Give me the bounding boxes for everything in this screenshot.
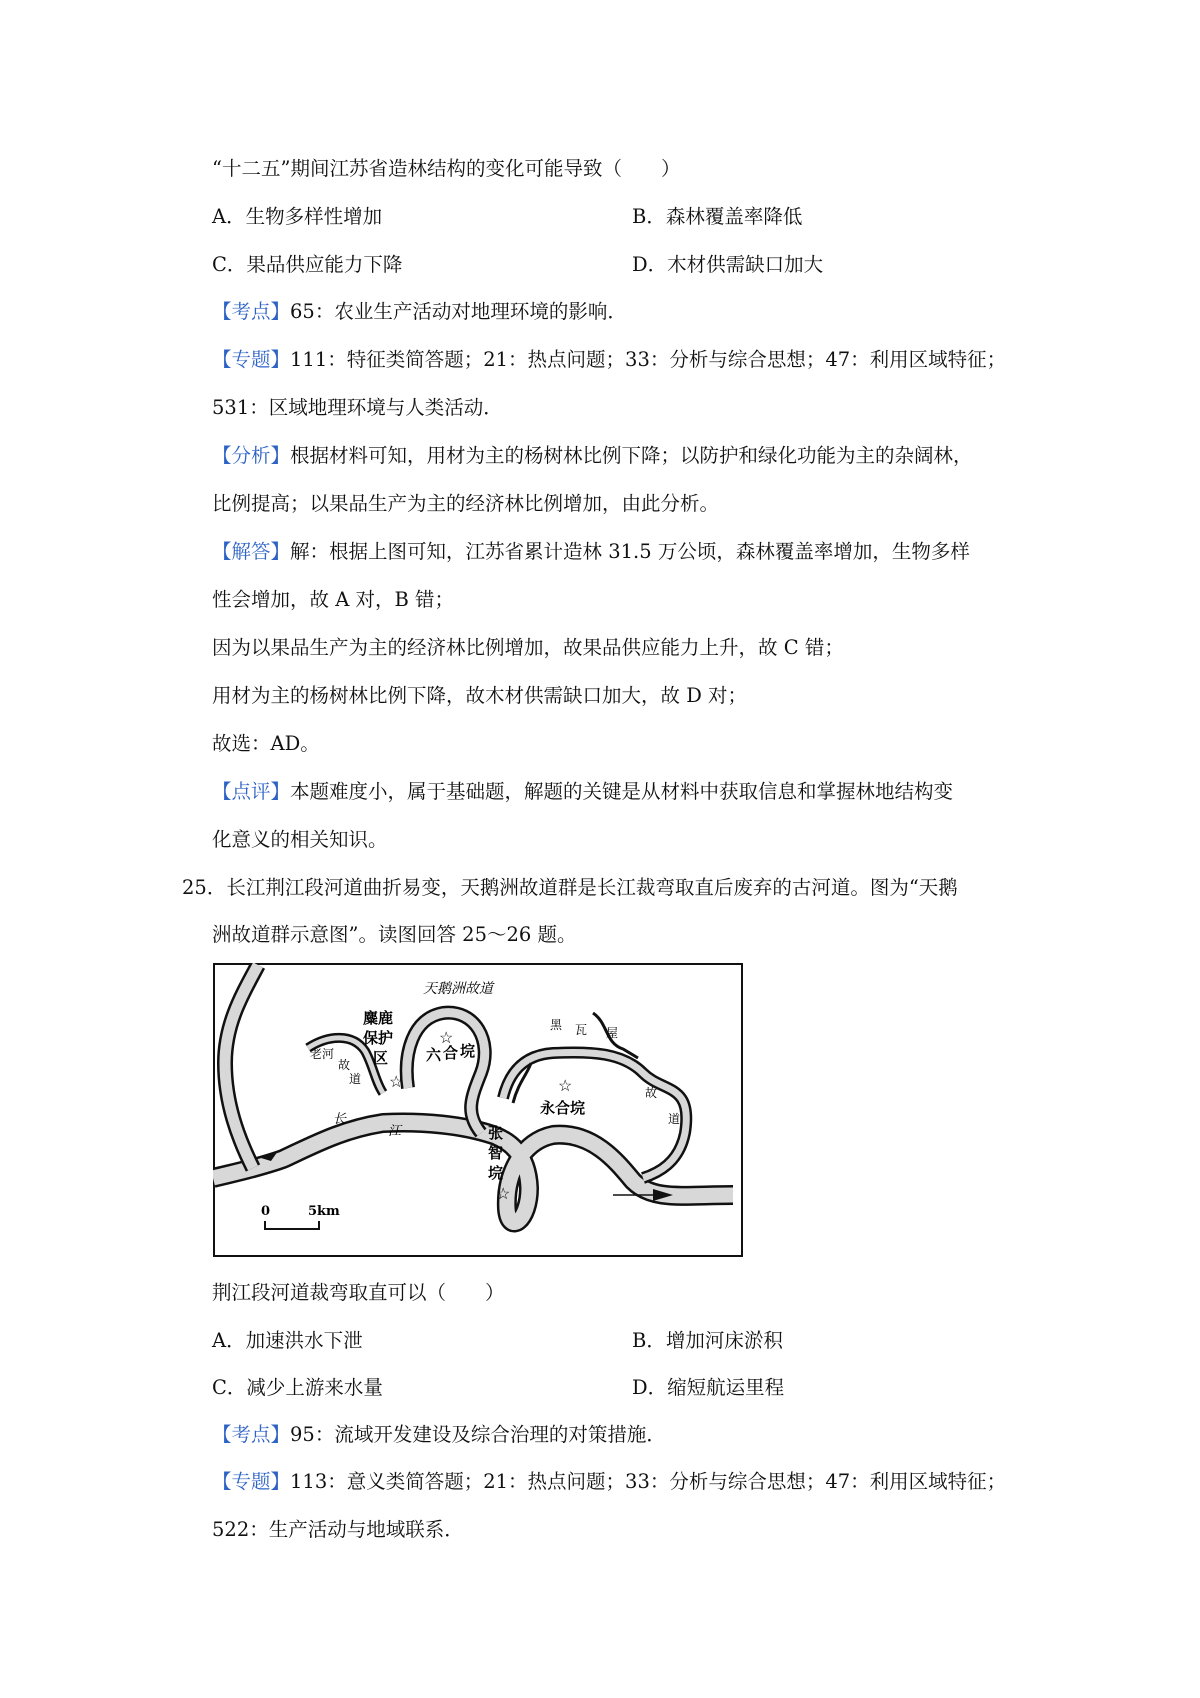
q24-kaodian xyxy=(212,298,627,326)
scale-label-5km: 5km xyxy=(308,1204,340,1219)
tianezhou-oxbow-map xyxy=(213,963,743,1257)
q25-zhuanti-line2: 522：生产活动与地域联系． xyxy=(212,1518,464,1541)
zhuanti-tag: 【专题】 xyxy=(212,348,291,371)
q25-kaodian-text: 95：流域开发建设及综合治理的对策措施． xyxy=(290,1423,666,1446)
label-heiwa-3: 屋 xyxy=(606,1026,619,1040)
q24-zhuanti xyxy=(212,346,1006,374)
yongheyuan-star: ☆ xyxy=(558,1076,573,1095)
label-heiwa-4: 故 xyxy=(645,1086,658,1100)
label-heiwa-1: 黑 xyxy=(550,1018,563,1032)
label-heiwa-5: 道 xyxy=(668,1112,681,1126)
q24-fenxi xyxy=(212,442,973,470)
q24-dianping-line2: 化意义的相关知识。 xyxy=(212,828,388,851)
label-liuhe-3: 垸 xyxy=(460,1042,476,1060)
label-milu-2: 保护 xyxy=(363,1029,394,1047)
q24-jieda-line4: 用材为主的杨树林比例下降，故木材供需缺口加大，故 D 对； xyxy=(212,684,748,707)
q24-jieda-line2: 性会增加，故 A 对，B 错； xyxy=(212,588,455,611)
fenxi-text: 根据材料可知，用材为主的杨树林比例下降；以防护和绿化功能为主的杂阔林， xyxy=(290,444,973,467)
q24-option-d: D．木材供需缺口加大 xyxy=(632,253,824,276)
label-jiang: 江 xyxy=(388,1124,402,1139)
q24-jieda-line5: 故选：AD。 xyxy=(212,732,320,755)
q25-option-b: B．增加河床淤积 xyxy=(632,1329,783,1352)
label-zhangzhi-1: 张 xyxy=(488,1124,504,1142)
dianping-text: 本题难度小，属于基础题，解题的关键是从材料中获取信息和掌握林地结构变 xyxy=(290,780,954,803)
q24-jieda xyxy=(212,538,970,566)
q24-option-c: C．果品供应能力下降 xyxy=(212,253,403,276)
label-milu-1: 麋鹿 xyxy=(363,1009,394,1027)
label-laohe-1: 老河 xyxy=(310,1047,335,1061)
q25-zhuanti-text: 113：意义类简答题；21：热点问题；33：分析与综合思想；47：利用区域特征； xyxy=(290,1470,1007,1493)
jieda-tag: 【解答】 xyxy=(212,540,291,563)
q25-kaodian-tag: 【考点】 xyxy=(212,1423,291,1446)
scale-label-zero: 0 xyxy=(261,1204,271,1219)
kaodian-text: 65：农业生产活动对地理环境的影响． xyxy=(290,300,627,323)
label-zhangzhi-2: 智 xyxy=(488,1144,504,1162)
q25-option-c: C．减少上游来水量 xyxy=(212,1376,383,1399)
q24-dianping xyxy=(212,778,953,806)
kaodian-tag: 【考点】 xyxy=(212,300,291,323)
dianping-tag: 【点评】 xyxy=(212,780,291,803)
q25-option-d: D．缩短航运里程 xyxy=(632,1376,785,1399)
q25-stem: 荆江段河道裁弯取直可以（ ） xyxy=(212,1281,505,1304)
q24-fenxi-line2: 比例提高；以果品生产为主的经济林比例增加，由此分析。 xyxy=(212,492,720,515)
zhangzhiyuan-star: ☆ xyxy=(496,1184,511,1203)
fenxi-tag: 【分析】 xyxy=(212,444,291,467)
q24-jieda-line3: 因为以果品生产为主的经济林比例增加，故果品供应能力上升，故 C 错； xyxy=(212,636,844,659)
label-heiwa-2: 瓦 xyxy=(575,1023,588,1037)
q25-zhuanti xyxy=(212,1468,1006,1496)
q25-zhuanti-tag: 【专题】 xyxy=(212,1470,291,1493)
label-tianezhou-oxbow: 天鹅洲故道 xyxy=(423,981,493,997)
milu-reserve-star: ☆ xyxy=(389,1072,404,1091)
q25-intro: 25．长江荆江段河道曲折易变，天鹅洲故道群是长江裁弯取直后废弃的古河道。图为“天鹅 xyxy=(182,876,958,899)
q24-stem: “十二五”期间江苏省造林结构的变化可能导致（ ） xyxy=(212,157,681,180)
q24-option-b: B．森林覆盖率降低 xyxy=(632,205,803,228)
q24-option-a: A．生物多样性增加 xyxy=(212,205,383,228)
label-zhangzhi-3: 垸 xyxy=(488,1164,504,1182)
liuheyuan-star: ☆ xyxy=(439,1028,454,1047)
jieda-text: 解：根据上图可知，江苏省累计造林 31.5 万公顷，森林覆盖率增加，生物多样 xyxy=(290,540,970,563)
zhuanti-text: 111：特征类简答题；21：热点问题；33：分析与综合思想；47：利用区域特征； xyxy=(290,348,1007,371)
label-liuhe-1: 六 xyxy=(426,1046,442,1064)
label-laohe-2: 故 xyxy=(338,1058,351,1072)
label-liuhe-2: 合 xyxy=(443,1044,459,1062)
q25-kaodian xyxy=(212,1421,666,1449)
label-laohe-3: 道 xyxy=(349,1072,362,1086)
label-chang: 长 xyxy=(333,1112,347,1127)
label-milu-3: 区 xyxy=(373,1049,389,1067)
q25-option-a: A．加速洪水下泄 xyxy=(212,1329,363,1352)
q25-intro-line2: 洲故道群示意图”。读图回答 25～26 题。 xyxy=(212,923,577,946)
label-yongheyuan: 永合垸 xyxy=(540,1099,586,1117)
q24-zhuanti-line2: 531：区域地理环境与人类活动． xyxy=(212,396,503,419)
